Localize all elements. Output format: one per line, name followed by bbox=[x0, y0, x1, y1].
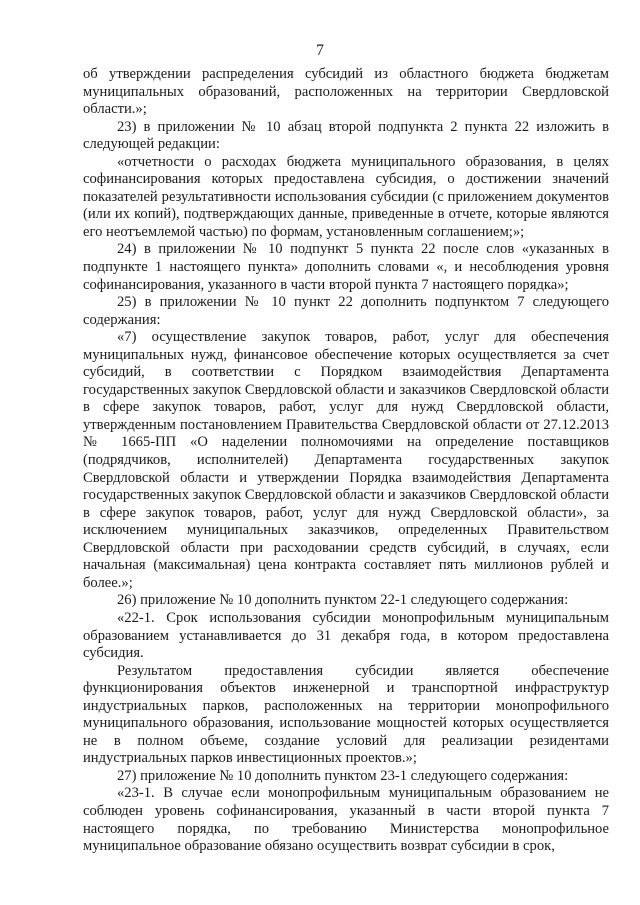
paragraph-item-25: 25) в приложении № 10 пункт 22 дополнить подпунктом 7 следующего содержания: bbox=[83, 294, 609, 328]
paragraph-item-27: 27) приложение № 10 дополнить пунктом 23-1 следующего содержания: bbox=[117, 767, 569, 784]
document-body bbox=[83, 66, 609, 856]
paragraph-clause-22-1: «22-1. Срок использования субсидии монопрофильным муниципальным образованием устанавливается до 31 декабря года, в котором предоставлена субсидия. bbox=[83, 609, 609, 662]
paragraph-clause-22-1-result: Результатом предоставления субсидии является обеспечение функционирования объектов инженерной и транспортной инфраструктур индустриальных парков, расположенных на территории монопрофильного муниципального образования, использование мощностей которых осуществляется не в полном объеме, создание условий для реализации резидентами индустриальных парков инвестиционных проектов.»; bbox=[83, 662, 609, 767]
page-number: 7 bbox=[316, 42, 324, 59]
paragraph-continuation: об утверждении распределения субсидий из областного бюджета бюджетам муниципальных образований, расположенных на территории Свердловской области.»; bbox=[83, 66, 609, 118]
paragraph-item-26: 26) приложение № 10 дополнить пунктом 22-1 следующего содержания: bbox=[117, 592, 569, 609]
paragraph-item-23: 23) в приложении № 10 абзац второй подпункта 2 пункта 22 изложить в следующей редакции: bbox=[83, 118, 609, 153]
paragraph-item-23-text: «отчетности о расходах бюджета муниципального образования, в целях софинансирования которых предоставлена субсидия, о достижении значений показателей результативности использования субсидии (с приложением документов (или их копий), подтверждающих данные, приведенные в отчете, которые являются его неотъемлемой частью) по формам, установленным соглашением;»; bbox=[83, 153, 609, 240]
paragraph-clause-23-1: «23-1. В случае если монопрофильным муниципальным образованием не соблюден уровень софинансирования, указанный в части второй пункта 7 настоящего порядка, по требованию Министерства монопрофильное муниципальное образование обязано осуществить возврат субсидии в срок, bbox=[83, 785, 609, 855]
paragraph-item-25-text: «7) осуществление закупок товаров, работ, услуг для обеспечения муниципальных нужд, финансовое обеспечение которых осуществляется за счет субсидий, в соответствии с Порядком взаимодействия Департамента государственных закупок Свердловской области и заказчиков Свердловской области в сфере закупок товаров, работ, услуг для нужд Свердловской области, утвержденным постановлением Правительства Свердловской области от 27.12.2013 № 1665-ПП «О наделении полномочиями на определение поставщиков (подрядчиков, исполнителей) Департамента государственных закупок Свердловской области и утверждении Порядка взаимодействия Департамента государственных закупок Свердловской области и заказчиков Свердловской области в сфере закупок товаров, работ, услуг для нужд Свердловской области», за исключением муниципальных заказчиков, определенных Правительством Свердловской области при расходовании средств субсидий, в случаях, если начальная (максимальная) цена контракта составляет пять миллионов рублей и более.»; bbox=[83, 329, 610, 591]
paragraph-item-24: 24) в приложении № 10 подпункт 5 пункта 22 после слов «указанных в подпункте 1 настоящего пункта» дополнить словами «, и несоблюдения уровня софинансирования, указанного в части второй пункта 7 настоящего порядка»; bbox=[83, 241, 609, 293]
